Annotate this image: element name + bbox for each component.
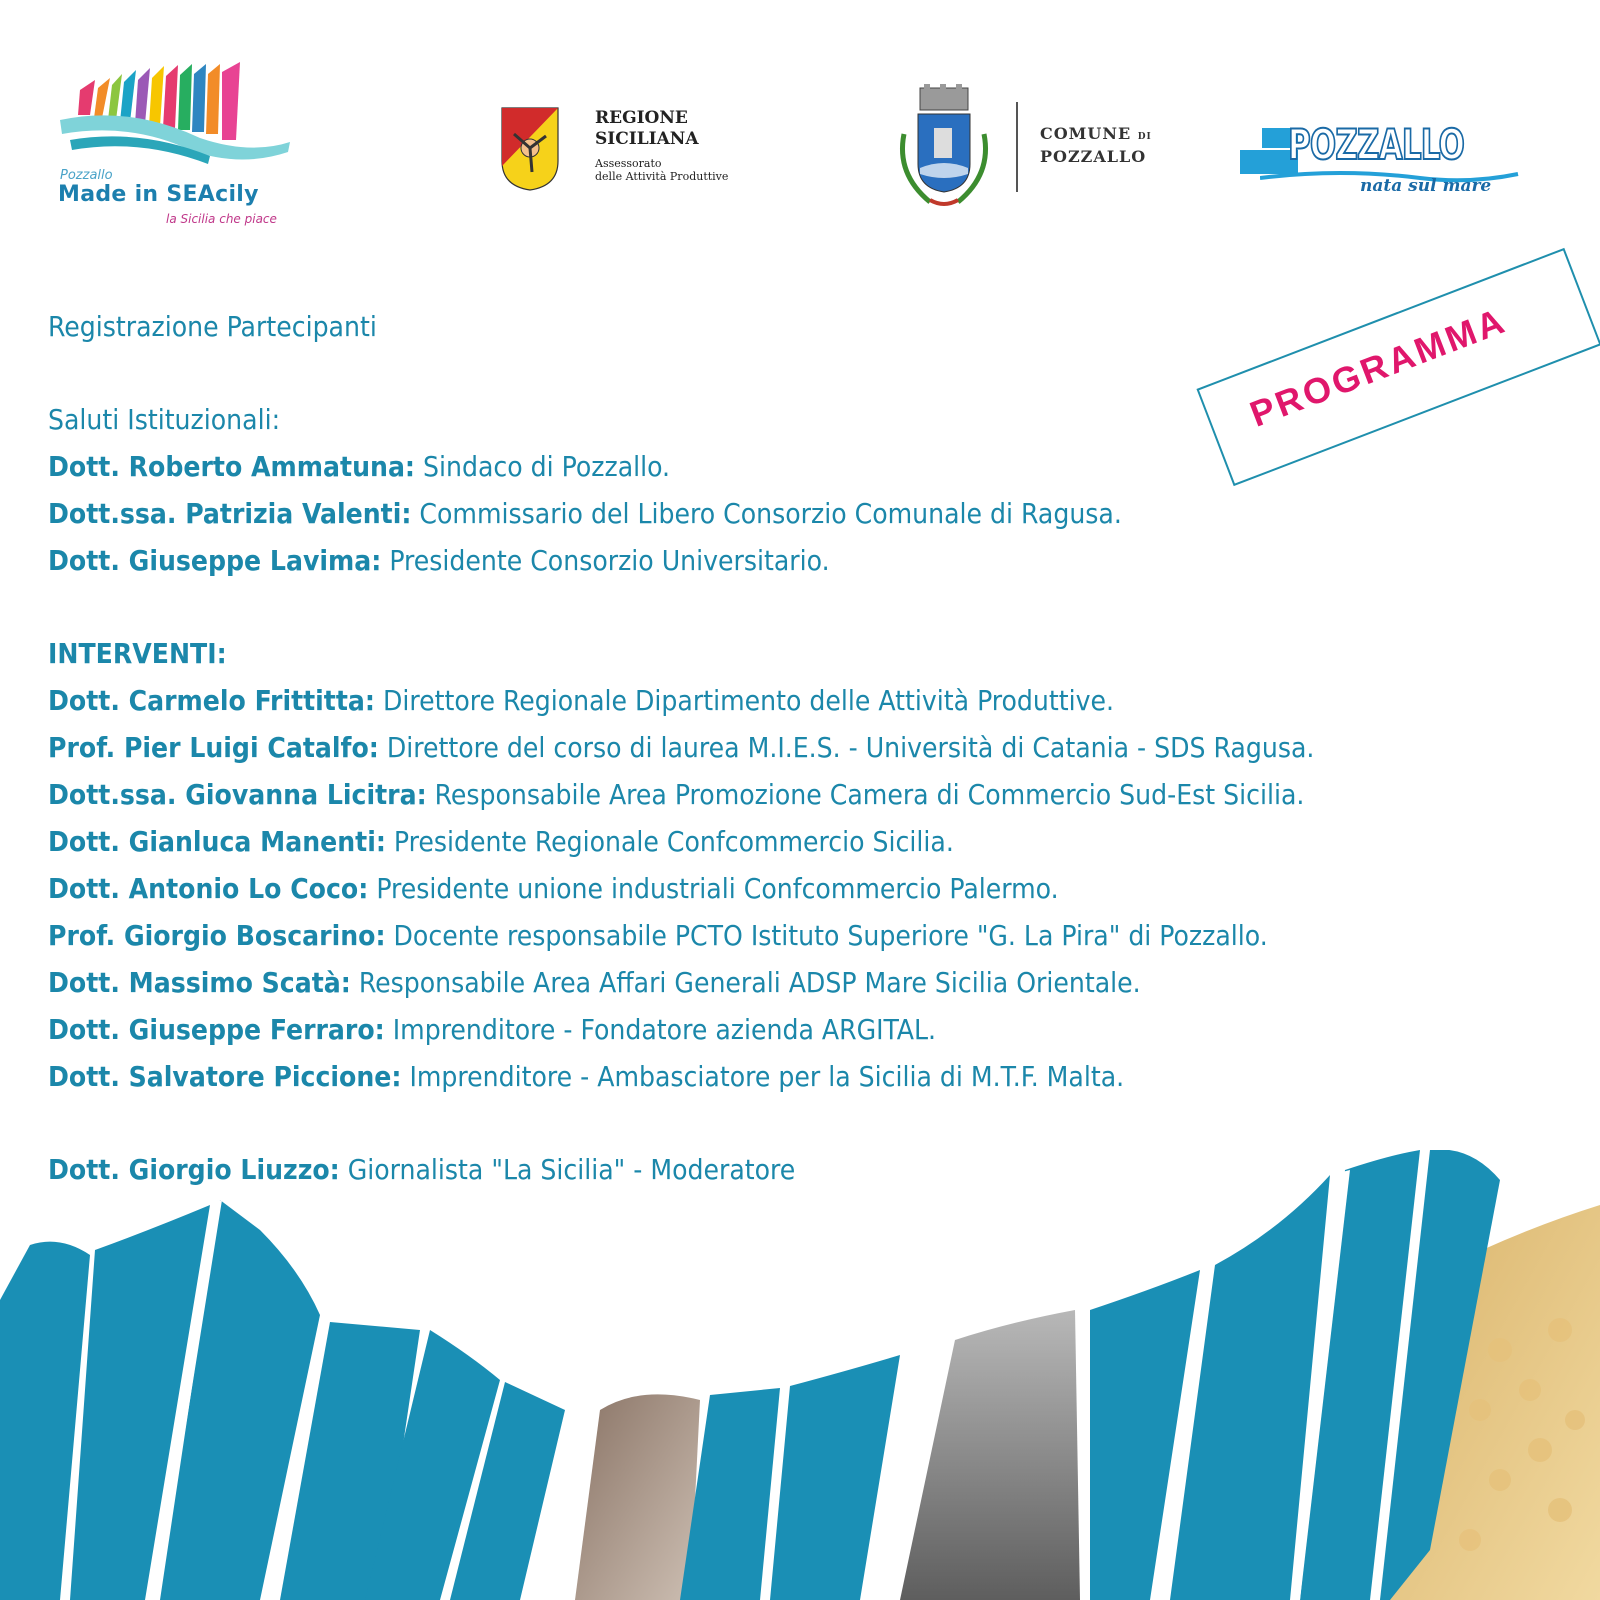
programma-stamp-label: PROGRAMMA [1244, 299, 1512, 435]
speaker-role: Docente responsabile PCTO Istituto Superiore "G. La Pira" di Pozzallo. [393, 919, 1268, 952]
pozzallo-wordmark: POZZALLO [1288, 120, 1464, 169]
speaker-role: Responsabile Area Affari Generali ADSP Mare Sicilia Orientale. [358, 966, 1141, 999]
seacily-main-label: Made in SEAcily [58, 182, 259, 207]
made-in-seacily-logo [50, 60, 300, 235]
comune-line1: COMUNE DI [1040, 124, 1152, 143]
speaker-name: Dott. Salvatore Piccione: [48, 1060, 402, 1093]
registration-line: Registrazione Partecipanti [48, 310, 377, 343]
photo-strip [900, 1310, 1080, 1600]
speaker-role: Presidente unione industriali Confcommercio Palermo. [376, 872, 1059, 905]
speaker-role: Imprenditore - Fondatore azienda ARGITAL. [392, 1013, 937, 1046]
talk-entry [48, 872, 1059, 905]
speaker-role: Commissario del Libero Consorzio Comunale di Ragusa. [419, 497, 1122, 530]
speaker-role: Direttore del corso di laurea M.I.E.S. - Università di Catania - SDS Ragusa. [386, 731, 1315, 764]
speaker-name: Dott. Gianluca Manenti: [48, 825, 386, 858]
talk-entry [48, 778, 1304, 811]
talk-entry [48, 684, 1114, 717]
comune-line2: POZZALLO [1040, 147, 1147, 166]
speaker-name: Prof. Giorgio Boscarino: [48, 919, 386, 952]
regione-line3: Assessorato [595, 157, 662, 170]
speaker-name: Dott.ssa. Patrizia Valenti: [48, 497, 412, 530]
regione-line4: delle Attività Produttive [595, 170, 729, 183]
pozzallo-slogan: nata sul mare [1360, 176, 1492, 196]
greeting-entry [48, 544, 830, 577]
regione-line1: REGIONE [595, 108, 688, 128]
speaker-role: Sindaco di Pozzallo. [423, 450, 671, 483]
greeting-entry [48, 497, 1122, 530]
speaker-role: Imprenditore - Ambasciatore per la Sicilia di M.T.F. Malta. [409, 1060, 1125, 1093]
speaker-role: Presidente Regionale Confcommercio Sicilia. [393, 825, 954, 858]
speaker-name: Dott. Carmelo Frittitta: [48, 684, 375, 717]
speaker-role: Responsabile Area Promozione Camera di Commercio Sud-Est Sicilia. [434, 778, 1305, 811]
seacily-small-label: Pozzallo [60, 168, 113, 183]
speaker-name: Dott.ssa. Giovanna Licitra: [48, 778, 427, 811]
moderator-name: Dott. Giorgio Liuzzo: [48, 1153, 340, 1186]
regione-line2: SICILIANA [595, 129, 699, 149]
talk-entry [48, 966, 1141, 999]
speaker-name: Dott. Antonio Lo Coco: [48, 872, 369, 905]
comune-divider [1016, 102, 1018, 192]
pozzallo-nata-sul-mare-logo [1240, 120, 1540, 215]
speaker-name: Dott. Giuseppe Lavima: [48, 544, 382, 577]
speaker-name: Dott. Roberto Ammatuna: [48, 450, 416, 483]
comune-crest-icon [890, 84, 1000, 214]
programma-stamp [1196, 248, 1600, 486]
bottom-decorative-stripes [0, 1150, 1600, 1600]
greetings-heading: Saluti Istituzionali: [48, 403, 281, 436]
speaker-name: Dott. Giuseppe Ferraro: [48, 1013, 385, 1046]
talk-entry [48, 731, 1314, 764]
talks-heading: INTERVENTI: [48, 637, 227, 670]
regione-siciliana-logo [500, 106, 770, 196]
seacily-stripes-graphic [50, 60, 300, 170]
talk-entry [48, 1060, 1124, 1093]
photo-strip [575, 1394, 700, 1600]
talk-entry [48, 825, 954, 858]
talk-entry [48, 919, 1268, 952]
speaker-role: Direttore Regionale Dipartimento delle Attività Produttive. [382, 684, 1115, 717]
talk-entry [48, 1013, 936, 1046]
seacily-tagline: la Sicilia che piace [166, 212, 277, 226]
moderator-role: Giornalista "La Sicilia" - Moderatore [347, 1153, 796, 1186]
speaker-name: Prof. Pier Luigi Catalfo: [48, 731, 379, 764]
comune-di-label: DI [1137, 132, 1152, 142]
speaker-role: Presidente Consorzio Universitario. [389, 544, 830, 577]
trinacria-shield-icon [500, 106, 560, 192]
comune-di-pozzallo-logo [890, 84, 1190, 214]
speaker-name: Dott. Massimo Scatà: [48, 966, 351, 999]
greeting-entry [48, 450, 670, 483]
